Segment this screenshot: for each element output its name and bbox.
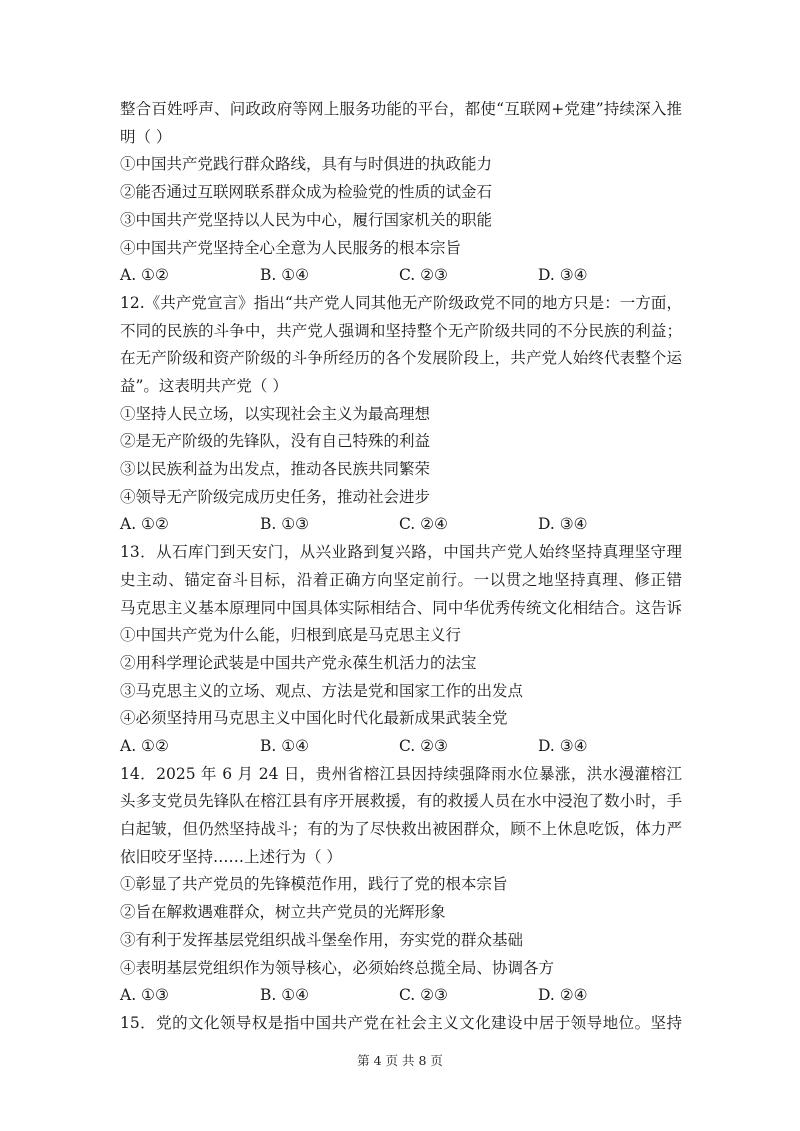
option-d: D. ③④ [538, 266, 588, 285]
statement-item: ③马克思主义的立场、观点、方法是党和国家工作的出发点 [120, 681, 524, 700]
question-stem-line: 整合百姓呼声、问政政府等网上服务功能的平台，都使“互联网+党建”持续深入推 [120, 100, 682, 118]
question-stem-line: 15．党的文化领导权是指中国共产党在社会主义文化建设中居于领导地位。坚持 [120, 1013, 682, 1032]
statement-item: ①中国共产党践行群众路线，具有与时俱进的执政能力 [120, 155, 493, 174]
question-stem-line: 12.《共产党宣言》指出“共产党人同其他无产阶级政党不同的地方只是：一方面， [120, 293, 682, 312]
statement-item: ③中国共产党坚持以人民为中心，履行国家机关的职能 [120, 210, 493, 229]
option-c: C. ②④ [399, 515, 448, 534]
statement-item: ①坚持人民立场，以实现社会主义为最高理想 [120, 404, 431, 423]
question-stem-line: 13．从石库门到天安门，从兴业路到复兴路，中国共产党人始终坚持真理坚守理 [120, 543, 682, 562]
option-a: A. ①② [120, 737, 169, 756]
option-d: D. ③④ [538, 737, 588, 756]
question-15 [120, 1010, 682, 1038]
question-stem-line: 在无产阶级和资产阶级的斗争所经历的各个发展阶段上，共产党人始终代表整个运 [120, 349, 682, 368]
option-c: C. ②③ [399, 266, 448, 285]
question-12 [120, 290, 682, 539]
statement-item: ③以民族利益为出发点，推动各民族共同繁荣 [120, 460, 431, 479]
question-14 [120, 761, 682, 1010]
question-stem-line: 史主动、锚定奋斗目标，沿着正确方向坚定前行。一以贯之地坚持真理、修正错 [120, 570, 682, 589]
question-stem-line: 明（ ） [120, 127, 172, 146]
option-a: A. ①② [120, 515, 169, 534]
statement-item: ①中国共产党为什么能，归根到底是马克思主义行 [120, 626, 462, 645]
option-a: A. ①③ [120, 986, 169, 1005]
question-stem-line: 头多支党员先锋队在榕江县有序开展救援，有的救援人员在水中浸泡了数小时，手 [120, 792, 682, 811]
statement-item: ③有利于发挥基层党组织战斗堡垒作用，夯实党的群众基础 [120, 930, 524, 949]
option-b: B. ①④ [260, 737, 310, 756]
statement-item: ④表明基层党组织作为领导核心，必须始终总揽全局、协调各方 [120, 958, 555, 977]
answer-options [120, 511, 682, 539]
statement-item: ④必须坚持用马克思主义中国化时代化最新成果武装全党 [120, 709, 508, 728]
question-stem-line: 14．2025 年 6 月 24 日，贵州省榕江县因持续强降雨水位暴涨，洪水漫灌榕江 [120, 764, 682, 783]
option-b: B. ①③ [260, 515, 310, 534]
answer-options [120, 733, 682, 761]
question-stem-line: 白起皱，但仍然坚持战斗；有的为了尽快救出被困群众，顾不上休息吃饭，体力严 [120, 820, 682, 839]
question-13 [120, 539, 682, 761]
question-stem-line: 马克思主义基本原理同中国具体实际相结合、同中华优秀传统文化相结合。这告诉 [120, 598, 682, 617]
statement-item: ④领导无产阶级完成历史任务，推动社会进步 [120, 487, 431, 506]
question-11 [120, 96, 682, 290]
option-c: C. ②③ [399, 986, 448, 1005]
answer-options [120, 262, 682, 290]
option-d: D. ②④ [538, 986, 588, 1005]
page-content [120, 96, 682, 1038]
answer-options [120, 982, 682, 1010]
page-number-footer: 第 4 页 共 8 页 [357, 1053, 443, 1068]
statement-item: ②是无产阶级的先锋队，没有自己特殊的利益 [120, 432, 431, 451]
question-stem-line: 依旧咬牙坚持……上述行为（ ） [120, 847, 342, 866]
statement-item: ②用科学理论武装是中国共产党永葆生机活力的法宝 [120, 653, 477, 672]
statement-item: ①彰显了共产党员的先锋模范作用，践行了党的根本宗旨 [120, 875, 508, 894]
question-stem-line: 益”。这表明共产党（ ） [120, 376, 288, 395]
option-b: B. ①④ [260, 266, 310, 285]
statement-item: ④中国共产党坚持全心全意为人民服务的根本宗旨 [120, 238, 462, 257]
option-c: C. ②③ [399, 737, 448, 756]
statement-item: ②能否通过互联网联系群众成为检验党的性质的试金石 [120, 183, 493, 202]
question-stem-line: 不同的民族的斗争中，共产党人强调和坚持整个无产阶级共同的不分民族的利益； [120, 321, 682, 340]
statement-item: ②旨在解救遇难群众，树立共产党员的光辉形象 [120, 903, 446, 922]
option-d: D. ③④ [538, 515, 588, 534]
option-a: A. ①② [120, 266, 169, 285]
option-b: B. ①④ [260, 986, 310, 1005]
